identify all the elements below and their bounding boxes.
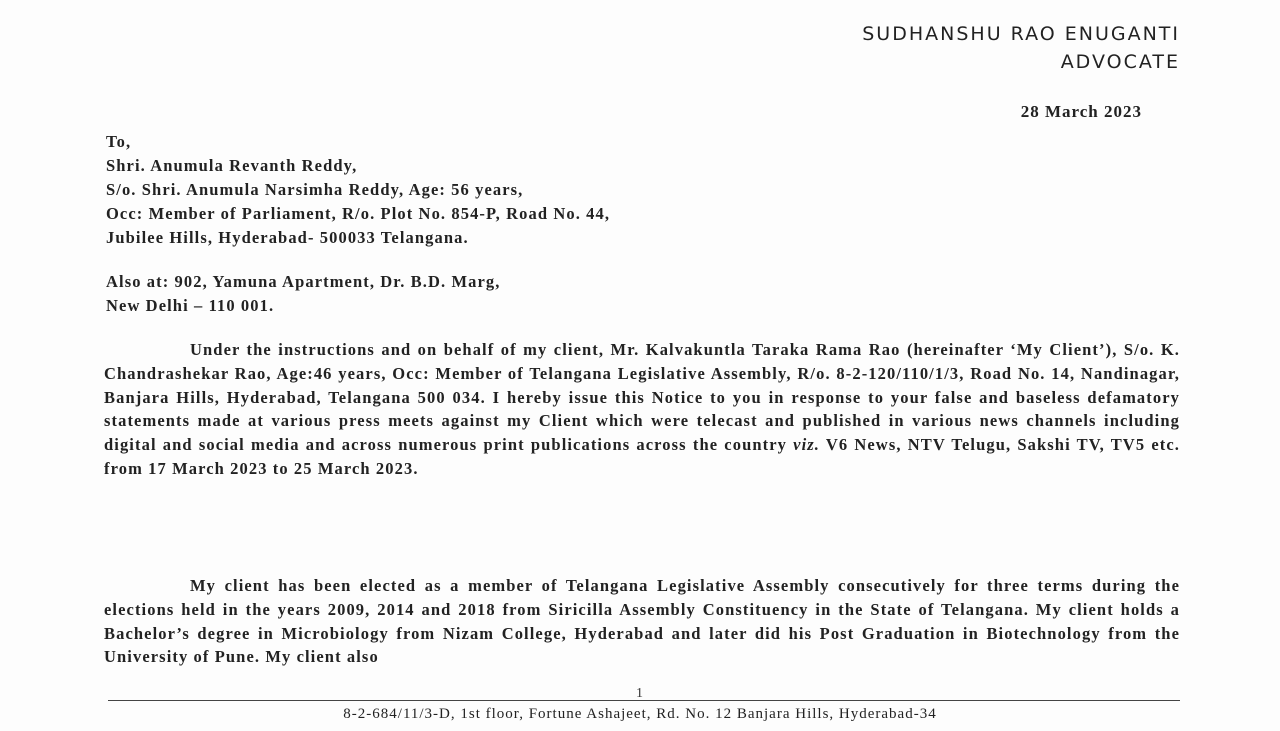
address-line: To, [106,132,132,151]
defined-term: ‘My Client’ [1010,340,1106,359]
letter-date: 28 March 2023 [1020,102,1142,121]
address-line: Also at: 902, Yamuna Apartment, Dr. B.D. Marg, [106,272,501,291]
address-line: Jubilee Hills, Hyderabad- 500033 Telangana. [106,228,469,247]
alternate-address-block [106,270,501,318]
viz-abbreviation: viz. [793,435,820,455]
advocate-name: SUDHANSHU RAO ENUGANTI [862,23,1180,45]
paragraph-text: ), S/o. K. Chandrashekar Rao, Age:46 years, Occ: Member of Telangana Legislative Assembly, R/o. 8-2-120/110/1/3, Road No. 14, Nandinagar, Banjara Hills, Hyderabad, Telangana 500 034. I hereby issue this Notice to you in response to your false and baseless defamatory statements made at various press meets against my Client which were telecast and published in various news channels including digital and social media and across numerous print publications across the country [104,340,1180,455]
paragraph-text: V6 News, NTV Telugu, Sakshi TV, TV5 etc. from 17 March 2023 to 25 March 2023. [104,435,1180,478]
notice-paragraph-2 [104,574,1180,694]
address-line: Occ: Member of Parliament, R/o. Plot No. 854-P, Road No. 44, [106,204,611,223]
notice-paragraph-1 [104,338,1180,481]
address-line: S/o. Shri. Anumula Narsimha Reddy, Age: 56 years, [106,180,524,199]
paragraph-text: Under the instructions and on behalf of my client, Mr. Kalvakuntla Taraka Rama Rao (hereinafter [190,340,1011,359]
address-line: New Delhi – 110 001. [106,296,275,315]
page-number: 1 [636,686,643,701]
footer-divider [108,700,1180,701]
letterhead [862,20,1180,76]
advocate-title: ADVOCATE [1060,51,1180,73]
address-line: Shri. Anumula Revanth Reddy, [106,156,358,175]
addressee-block [106,130,1186,250]
paragraph-text: My client has been elected as a member of Telangana Legislative Assembly consecutively for three terms during the elections held in the years 2009, 2014 and 2018 from Siricilla Assembly Constituency in the State of Telangana. My client holds a Bachelor’s degree in Microbiology from Nizam College, Hyderabad and later did his Post Graduation in Biotechnology from the University of Pune. My client also [104,576,1180,667]
footer-address: 8-2-684/11/3-D, 1st floor, Fortune Ashajeet, Rd. No. 12 Banjara Hills, Hyderabad-34 [343,706,937,722]
